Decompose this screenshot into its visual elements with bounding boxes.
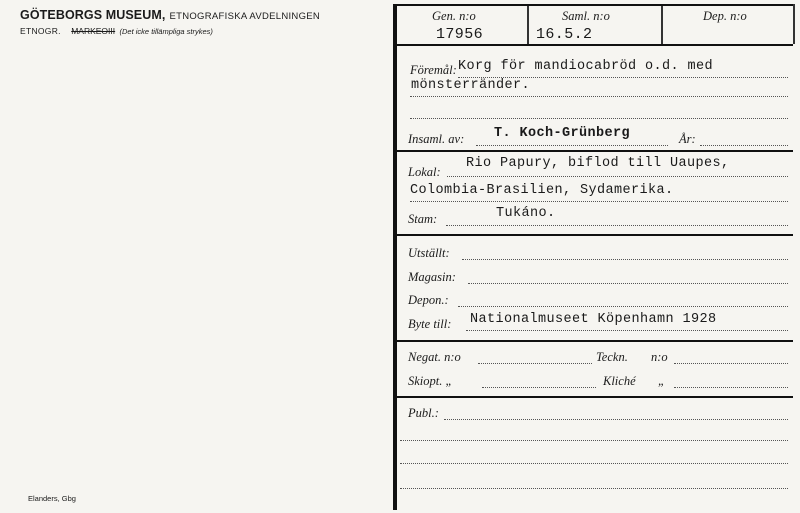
byte-label: Byte till: <box>408 317 452 331</box>
dep-label: Dep. n:o <box>703 9 747 23</box>
department-name: ETNOGRAFISKA AVDELNINGEN <box>169 11 321 22</box>
printer-imprint: Elanders, Gbg <box>28 494 76 503</box>
panel-right-border <box>793 4 795 44</box>
dotted-line <box>410 96 788 97</box>
foremal-label: Föremål: <box>410 63 457 77</box>
panel-left-border <box>393 4 397 510</box>
strike-note: (Det icke tillämpliga strykes) <box>119 27 213 36</box>
dotted-line <box>410 201 788 202</box>
foremal-line1: Korg för mandiocabröd o.d. med <box>458 59 714 74</box>
dotted-line <box>700 145 788 146</box>
dotted-line <box>444 419 788 420</box>
dotted-line <box>447 176 788 177</box>
dotted-line <box>458 306 788 307</box>
cliche-label: Kliché <box>603 374 636 388</box>
dotted-line <box>400 488 788 489</box>
dotted-line <box>478 363 592 364</box>
panel-top-border <box>393 4 795 6</box>
insaml-label: Insaml. av: <box>408 132 465 146</box>
utstallt-label: Utställt: <box>408 246 450 260</box>
etnogr-line <box>20 26 213 36</box>
column-separator <box>661 6 663 44</box>
dotted-line <box>462 259 788 260</box>
negat-label: Negat. n:o <box>408 350 461 364</box>
etnogr-label: ETNOGR. <box>20 26 61 36</box>
publ-label: Publ.: <box>408 406 439 420</box>
dotted-line <box>400 440 788 441</box>
ar-label: År: <box>679 132 696 146</box>
row-divider <box>397 234 793 236</box>
row-divider <box>397 150 793 152</box>
dotted-line <box>674 363 788 364</box>
skiopt-label: Skiopt. „ <box>408 374 453 388</box>
column-separator <box>527 6 529 44</box>
row-divider <box>397 340 793 342</box>
dotted-line <box>410 118 788 119</box>
dotted-line <box>466 330 788 331</box>
museum-header <box>20 8 320 22</box>
row-divider <box>397 396 793 398</box>
stam-value: Tukáno. <box>496 206 556 221</box>
dotted-line <box>482 387 596 388</box>
saml-label: Saml. n:o <box>562 9 610 23</box>
byte-value: Nationalmuseet Köpenhamn 1928 <box>470 312 717 327</box>
museum-name: GÖTEBORGS MUSEUM, <box>20 8 166 22</box>
gen-label: Gen. n:o <box>432 9 476 23</box>
row-divider <box>397 44 793 46</box>
depon-label: Depon.: <box>408 293 449 307</box>
dotted-line <box>674 387 788 388</box>
gen-value: 17956 <box>436 26 484 43</box>
foremal-line2: mönsterränder. <box>411 78 531 93</box>
cliche-quote: „ <box>658 374 665 388</box>
insaml-value: T. Koch-Grünberg <box>494 126 631 141</box>
saml-value: 16.5.2 <box>536 26 593 43</box>
dotted-line <box>468 283 788 284</box>
teckn-no-label: n:o <box>651 350 668 364</box>
teckn-label: Teckn. <box>596 350 628 364</box>
lokal-line1: Rio Papury, biflod till Uaupes, <box>466 156 730 171</box>
dotted-line <box>400 463 788 464</box>
stam-label: Stam: <box>408 212 438 226</box>
mark-label: MARKEOIII <box>71 26 116 36</box>
dotted-line <box>476 145 668 146</box>
lokal-label: Lokal: <box>408 165 441 179</box>
dotted-line <box>446 225 788 226</box>
magasin-label: Magasin: <box>408 270 456 284</box>
lokal-line2: Colombia-Brasilien, Sydamerika. <box>410 183 674 198</box>
